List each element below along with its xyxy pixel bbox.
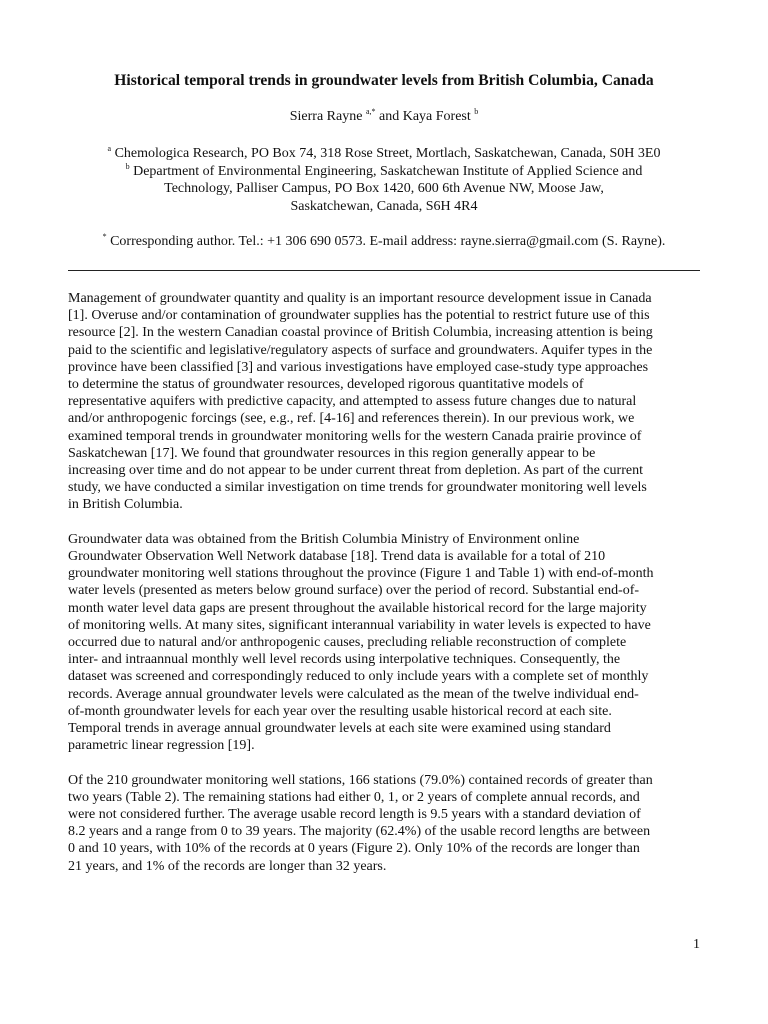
affiliation-line: Saskatchewan, Canada, S6H 4R4 xyxy=(290,198,478,214)
text-line: water levels (presented as meters below ground surface) over the period of record. Substantial end-of- xyxy=(68,583,640,599)
text-line: study, we have conducted a similar investigation on time trends for groundwater monitoring well levels xyxy=(68,480,647,496)
text-line: Groundwater Observation Well Network database [18]. Trend data is available for a total of 210 xyxy=(68,549,606,565)
text-line: province have been classified [3] and various investigations have employed case-study type approaches xyxy=(68,359,649,375)
body-text xyxy=(68,290,708,892)
affiliation-text: Chemologica Research, PO Box 74, 318 Rose Street, Mortlach, Saskatchewan, Canada, S0H 3E0 xyxy=(114,146,661,161)
text-line: to determine the status of groundwater resources, developed rigorous quantitative models of xyxy=(68,377,584,393)
corresponding-author-note xyxy=(40,233,728,251)
text-line: inter- and intraannual monthly well level records using interpolative techniques. Consequently, the xyxy=(68,652,621,668)
affiliation-mark: b xyxy=(125,161,130,171)
author-name: Sierra Rayne xyxy=(289,109,363,124)
text-line: [1]. Overuse and/or contamination of groundwater supplies has the potential to restrict future use of this xyxy=(68,308,650,324)
text-line: resource [2]. In the western Canadian coastal province of British Columbia, increasing attention is being xyxy=(68,325,653,341)
affiliations xyxy=(60,145,708,215)
text-line: Of the 210 groundwater monitoring well stations, 166 stations (79.0%) contained records of greater than xyxy=(68,772,653,788)
text-line: records. Average annual groundwater levels were calculated as the mean of the twelve individual end- xyxy=(68,686,639,702)
affiliation-mark: a xyxy=(107,144,112,153)
author-line xyxy=(40,108,728,126)
text-line: groundwater monitoring well stations throughout the province (Figure 1 and Table 1) with end-of-month xyxy=(68,566,654,582)
corresponding-mark: * xyxy=(102,232,107,241)
author-affiliation-mark: b xyxy=(474,107,479,116)
text-line: examined temporal trends in groundwater monitoring wells for the western Canada prairie province of xyxy=(68,428,642,444)
text-line: Groundwater data was obtained from the British Columbia Ministry of Environment online xyxy=(68,531,580,547)
text-line: increasing over time and do not appear to be under current threat from depletion. As part of the current xyxy=(68,463,643,479)
paper-title: Historical temporal trends in groundwater levels from British Columbia, Canada xyxy=(114,72,654,89)
header-divider xyxy=(68,270,700,271)
text-line: 0 and 10 years, with 10% of the records at 0 years (Figure 2). Only 10% of the records are longer than xyxy=(68,841,640,857)
text-line: and/or anthropogenic forcings (see, e.g., ref. [4-16] and references therein). In our previous work, we xyxy=(68,411,635,427)
body-paragraph xyxy=(68,772,708,875)
text-line: Temporal trends in average annual groundwater levels at each site were examined using standard xyxy=(68,721,611,737)
affiliation-line: Department of Environmental Engineering, Saskatchewan Institute of Applied Science and xyxy=(133,163,643,179)
text-line: in British Columbia. xyxy=(68,497,183,513)
text-line: occurred due to natural and/or anthropogenic causes, precluding reliable reconstruction of complete xyxy=(68,635,627,651)
affiliation-line: Technology, Palliser Campus, PO Box 1420, 600 6th Avenue NW, Moose Jaw, xyxy=(164,181,604,197)
corresponding-text: Corresponding author. Tel.: +1 306 690 0573. E-mail address: rayne.sierra@gmail.com (S. Rayne). xyxy=(110,234,666,249)
text-line: 21 years, and 1% of the records are longer than 32 years. xyxy=(68,858,387,874)
text-line: were not considered further. The average usable record length is 9.5 years with a standard deviation of xyxy=(68,807,641,823)
text-line: of monitoring wells. At many sites, significant interannual variability in water levels is expected to have xyxy=(68,617,651,633)
text-line: Management of groundwater quantity and quality is an important resource development issue in Canada xyxy=(68,291,652,306)
text-line: two years (Table 2). The remaining stations had either 0, 1, or 2 years of complete annual records, and xyxy=(68,789,640,805)
text-line: parametric linear regression [19]. xyxy=(68,738,255,754)
text-line: month water level data gaps are present throughout the available historical record for the large majority xyxy=(68,600,647,616)
text-line: Saskatchewan [17]. We found that groundwater resources in this region generally appear to be xyxy=(68,445,596,461)
page-number: 1 xyxy=(693,937,700,952)
body-paragraph xyxy=(68,531,708,755)
text-line: representative aquifers with predictive capacity, and attempted to assess future changes due to natural xyxy=(68,394,637,410)
affiliation-b xyxy=(60,163,708,216)
affiliation-a xyxy=(60,145,708,163)
body-paragraph xyxy=(68,290,708,514)
text-line: paid to the scientific and legislative/regulatory aspects of surface and groundwaters. Aquifer types in the xyxy=(68,342,653,358)
author-name: and Kaya Forest xyxy=(379,109,471,124)
text-line: 8.2 years and a range from 0 to 39 years. The majority (62.4%) of the usable record lengths are between xyxy=(68,824,651,840)
text-line: of-month groundwater levels for each year over the resulting usable historical record at each site. xyxy=(68,703,612,719)
text-line: dataset was screened and correspondingly reduced to only include years with a complete set of monthly xyxy=(68,669,649,685)
author-affiliation-mark: a,* xyxy=(365,107,376,116)
